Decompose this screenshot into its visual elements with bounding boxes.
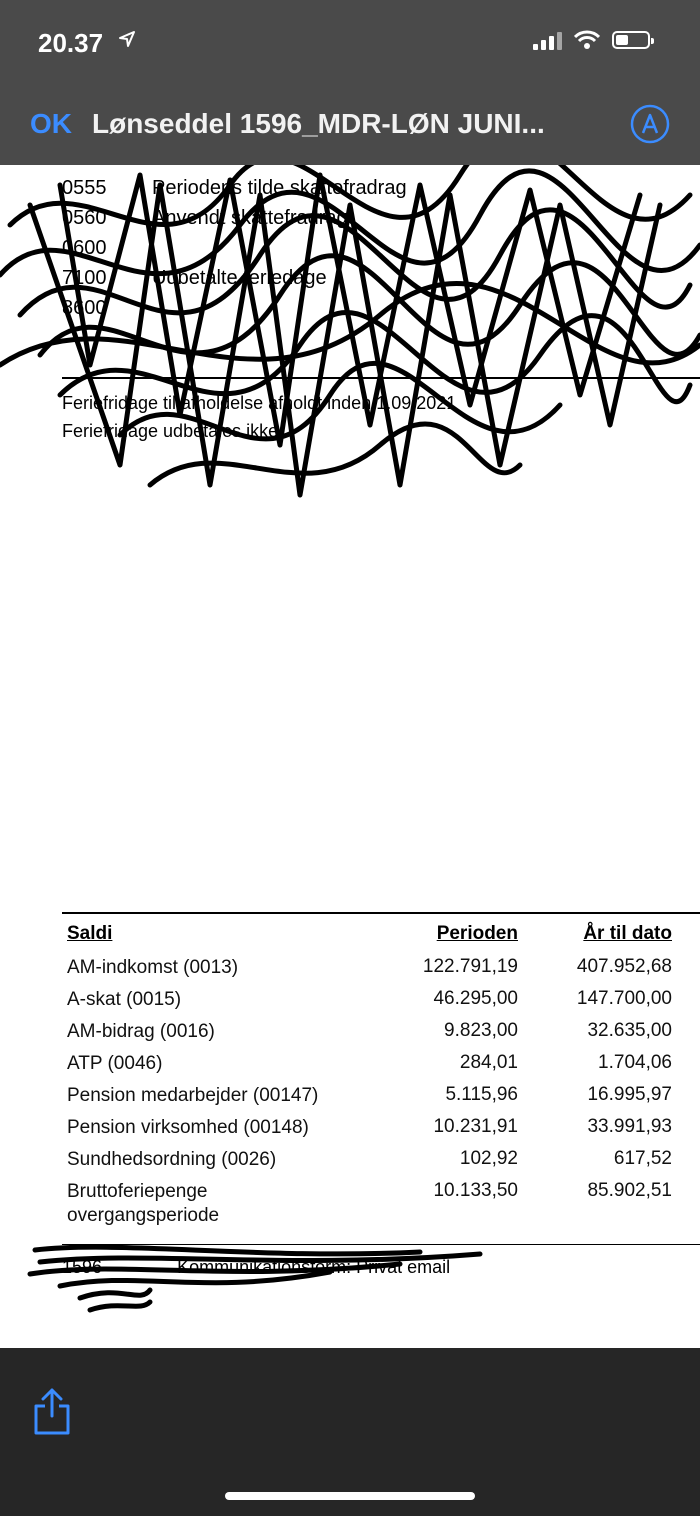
status-icons — [533, 30, 650, 50]
redaction-scribble — [0, 1240, 520, 1320]
markup-pen-icon[interactable] — [630, 104, 670, 144]
payslip-lines — [62, 177, 700, 327]
top-bar — [0, 0, 700, 165]
wifi-icon — [574, 30, 600, 50]
share-icon[interactable] — [32, 1388, 72, 1436]
battery-icon — [612, 31, 650, 49]
ok-button[interactable]: OK — [30, 108, 72, 139]
feriefridage-notes: Feriefridage til afholdelse afholdt inden 1.09.2021 Feriefridage udbetales ikke — [62, 393, 457, 441]
ytd-header: År til dato — [583, 923, 672, 944]
period-header: Perioden — [436, 923, 518, 944]
document-page[interactable]: 0555 Periodens tilde skattefradrag 0560 Anvendt skattefradrag 0600 7100 Udbetalte feriedage 8600 Feriefridage til afholdelse afholdt inden 1.09.2021 Feriefridage udbetales ikke Saldi Perioden År til dato AM-indkomst (0013) 122.791,19 407.952,68 A-skat (0015) 46.295,00 147.700,00 AM-bidrag (0016) 9.823,00 32.635,00 ATP (0046) 284,01 1.704,06 Pension medarbejder (00147) 5.115,96 16.995,97 Pension virksomhed (00148) 10.231,91 33.991,93 Sundhedsordning (0026) 102,92 617,52 Bruttoferiepenge overgangsperiode 10.133,50 85.902,51 1596 Kommunikationsform: Privat email — [0, 165, 700, 1348]
saldi-header: Saldi — [67, 923, 113, 944]
list-item: 0600 — [62, 237, 107, 259]
bottom-toolbar — [0, 1348, 700, 1516]
cellular-signal-icon — [533, 30, 562, 50]
divider — [62, 912, 700, 914]
document-title: Lønseddel 1596_MDR-LØN JUNI... — [92, 108, 545, 139]
list-item: 0555 Periodens tilde skattefradrag — [62, 177, 407, 199]
list-item: 7100 Udbetalte feriedage — [62, 267, 327, 289]
divider — [62, 1244, 700, 1245]
home-indicator[interactable] — [225, 1492, 475, 1500]
divider — [62, 377, 700, 379]
footer-line: 1596 Kommunikationsform: Privat email — [62, 1257, 451, 1277]
list-item: 0560 Anvendt skattefradrag — [62, 207, 348, 229]
list-item: 8600 — [62, 297, 107, 319]
location-arrow-icon — [118, 30, 136, 48]
status-time: 20.37 — [38, 28, 104, 58]
